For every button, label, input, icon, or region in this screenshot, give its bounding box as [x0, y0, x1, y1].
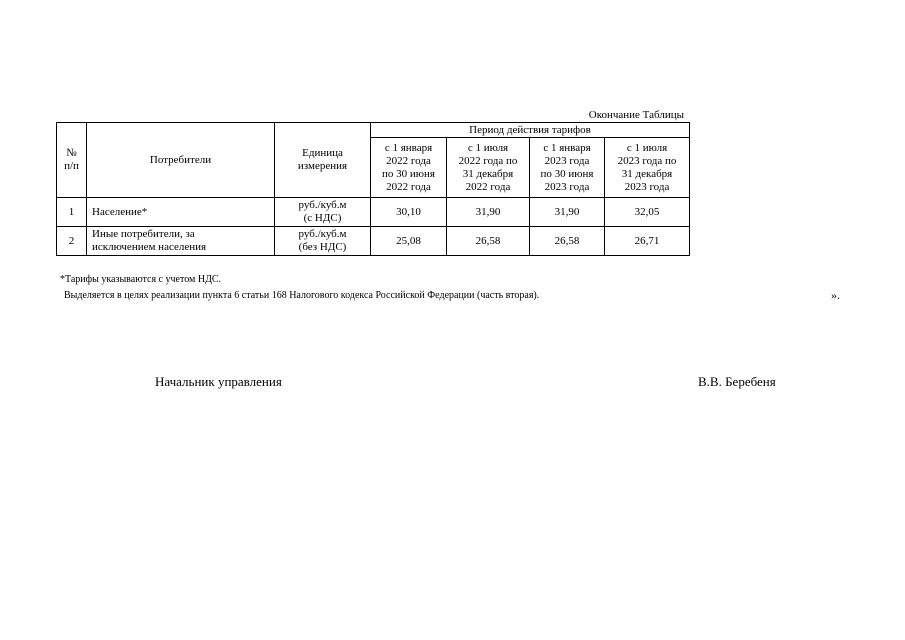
row-value: 26,71 — [605, 227, 690, 256]
row-value: 26,58 — [447, 227, 530, 256]
table-row — [57, 227, 690, 256]
signatory-name: В.В. Беребеня — [698, 374, 776, 389]
header-period-1: с 1 января 2022 года по 30 июня 2022 года — [371, 138, 447, 198]
row-number: 2 — [57, 227, 87, 256]
header-period-4: с 1 июля 2023 года по 31 декабря 2023 года — [605, 138, 690, 198]
row-number: 1 — [57, 198, 87, 227]
header-number: № п/п — [57, 123, 87, 198]
row-value: 25,08 — [371, 227, 447, 256]
row-consumer: Население* — [87, 198, 275, 227]
header-period-3: с 1 января 2023 года по 30 июня 2023 года — [530, 138, 605, 198]
signatory-title: Начальник управления — [155, 374, 282, 389]
footnote-tax-code: Выделяется в целях реализации пункта 6 статьи 168 Налогового кодекса Российской Федерации (часть вторая). — [64, 290, 540, 301]
header-unit: Единица измерения — [275, 123, 371, 198]
row-value: 26,58 — [530, 227, 605, 256]
table-row — [57, 198, 690, 227]
header-period: Период действия тарифов — [371, 123, 690, 138]
tariff-table — [56, 122, 690, 256]
row-unit: руб./куб.м (без НДС) — [275, 227, 371, 256]
footnote-vat: *Тарифы указываются с учетом НДС. — [60, 274, 222, 285]
row-value: 30,10 — [371, 198, 447, 227]
row-value: 31,90 — [530, 198, 605, 227]
table-caption: Окончание Таблицы — [588, 109, 684, 121]
header-period-2: с 1 июля 2022 года по 31 декабря 2022 года — [447, 138, 530, 198]
row-value: 32,05 — [605, 198, 690, 227]
row-unit: руб./куб.м (с НДС) — [275, 198, 371, 227]
header-consumers: Потребители — [87, 123, 275, 198]
closing-quote: ». — [831, 288, 840, 302]
row-consumer: Иные потребители, за исключением населения — [87, 227, 275, 256]
row-value: 31,90 — [447, 198, 530, 227]
